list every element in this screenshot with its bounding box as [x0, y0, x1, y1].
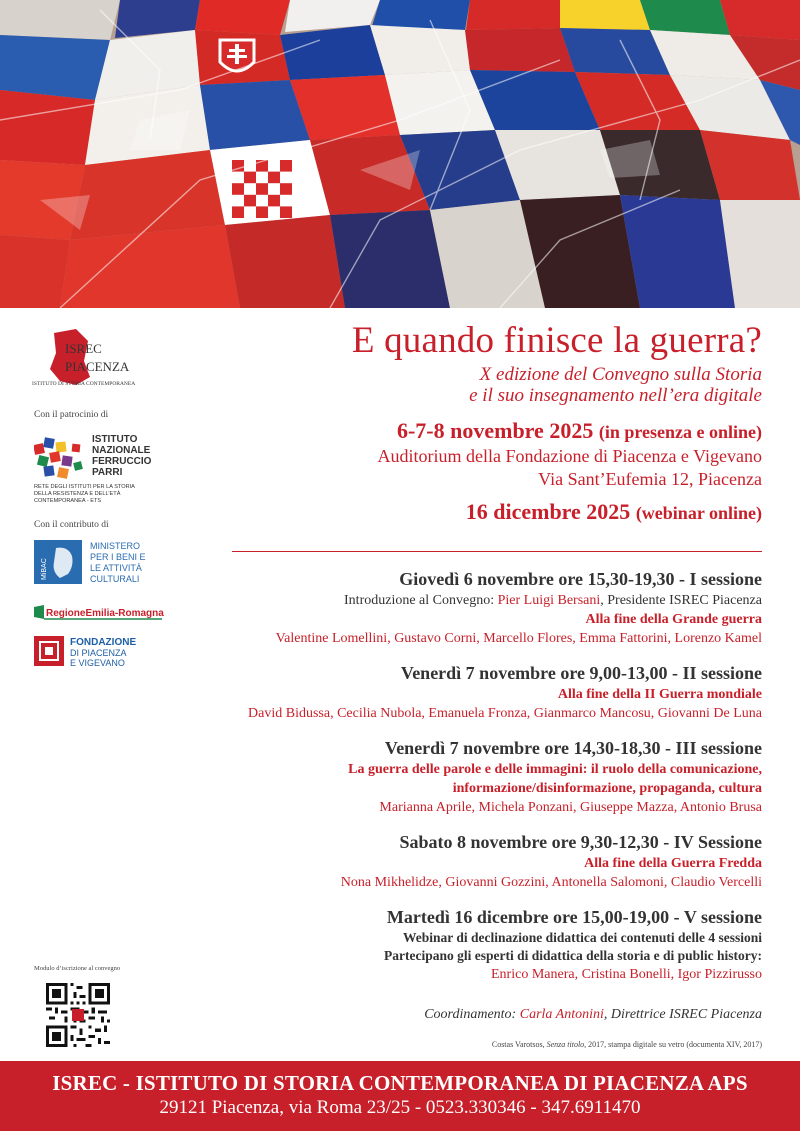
session-1-speakers: Valentine Lomellini, Gustavo Corni, Marcello Flores, Emma Fattorini, Lorenzo Kamel — [275, 631, 762, 646]
isrec-logo-text-bottom: PIACENZA — [65, 359, 130, 374]
dates2-note: (webinar online) — [635, 503, 762, 523]
venue-line2: Via Sant’Eufemia 12, Piacenza — [538, 469, 762, 489]
coordination-role: , Direttrice ISREC Piacenza — [603, 1007, 762, 1022]
event-dates-december — [190, 499, 762, 526]
registration-qr-code[interactable] — [46, 983, 110, 1047]
patrocinio-label: Con il patrocinio di — [34, 410, 109, 420]
coordination-label: Coordinamento: — [424, 1007, 517, 1022]
fond-line3: E VIGEVANO — [70, 658, 125, 668]
event-dates-november — [190, 418, 762, 445]
session-1 — [190, 568, 762, 648]
credit-author: Costas Varotsos, — [491, 1040, 545, 1049]
session-4-topic: Alla fine della Guerra Fredda — [584, 856, 762, 871]
session-2-speakers: David Bidussa, Cecilia Nubola, Emanuela Fronza, Gianmarco Mancosu, Giovanni De Luna — [248, 706, 762, 721]
footer-bar — [0, 1061, 800, 1131]
dates1-text: 6-7-8 novembre 2025 — [396, 418, 594, 443]
session-5 — [190, 906, 762, 984]
session-5-line1: Webinar di declinazione didattica dei contenuti delle 4 sessioni — [402, 930, 762, 945]
mibac-line3: LE ATTIVITÀ — [90, 563, 142, 573]
parri-text-line4: PARRI — [92, 467, 123, 478]
dates1-note: (in presenza e online) — [598, 422, 762, 442]
session-4-speakers: Nona Mikhelidze, Giovanni Gozzini, Antonella Salomoni, Claudio Vercelli — [340, 875, 762, 890]
qr-label: Modulo d’iscrizione al convegno — [34, 965, 121, 972]
session-1-intro-suffix: , Presidente ISREC Piacenza — [600, 593, 762, 608]
session-2-heading: Venerdì 7 novembre ore 9,00-13,00 - II sessione — [400, 663, 762, 683]
mibac-badge-text: MiBAC — [41, 558, 48, 580]
session-5-speakers: Enrico Manera, Cristina Bonelli, Igor Pizzirusso — [491, 967, 762, 982]
isrec-logo-subtitle: ISTITUTO DI STORIA CONTEMPORANEA — [32, 381, 136, 387]
hero-artwork-image — [0, 0, 800, 308]
isrec-piacenza-logo — [18, 325, 168, 395]
session-2-topic: Alla fine della II Guerra mondiale — [557, 687, 762, 702]
subtitle-line2: e il suo insegnamento nell’era digitale — [469, 385, 762, 406]
session-1-intro-name: Pier Luigi Bersani — [497, 593, 601, 608]
session-3-heading: Venerdì 7 novembre ore 14,30-18,30 - III sessione — [384, 738, 762, 758]
sessions-program — [190, 568, 762, 998]
mibac-line2: PER I BENI E — [90, 552, 146, 562]
footer-org-name: ISREC - ISTITUTO DI STORIA CONTEMPORANEA DI PIACENZA APS — [52, 1071, 748, 1095]
parri-sub-line1: RETE DEGLI ISTITUTI PER LA STORIA — [34, 484, 135, 490]
subtitle-line1: X edizione del Convegno sulla Storia — [479, 364, 762, 385]
parri-text-line2: NAZIONALE — [92, 445, 151, 456]
session-5-line2: Partecipano gli esperti di didattica della storia e di public history: — [384, 948, 762, 963]
divider — [232, 551, 762, 552]
session-4 — [190, 831, 762, 892]
event-header — [190, 318, 762, 526]
session-4-heading: Sabato 8 novembre ore 9,30-12,30 - IV Sessione — [399, 832, 762, 852]
isrec-logo-text-top: ISREC — [65, 341, 102, 356]
coordination-name: Carla Antonini — [519, 1007, 604, 1022]
mibac-logo — [34, 538, 184, 588]
image-credit — [190, 1040, 762, 1049]
session-3-topic-line1: La guerra delle parole e delle immagini: il ruolo della comunicazione, — [348, 762, 762, 777]
istituto-parri-logo — [34, 432, 184, 512]
fondazione-piacenza-vigevano-logo — [34, 634, 184, 670]
fond-line1: FONDAZIONE — [70, 637, 137, 648]
session-1-heading: Giovedì 6 novembre ore 15,30-19,30 - I sessione — [399, 569, 762, 589]
session-2 — [190, 662, 762, 723]
mibac-line1: MINISTERO — [90, 541, 141, 551]
page-title: E quando finisce la guerra? — [351, 320, 762, 361]
session-3-speakers: Marianna Aprile, Michela Ponzani, Giuseppe Mazza, Antonio Brusa — [379, 800, 762, 815]
session-1-topic: Alla fine della Grande guerra — [585, 612, 762, 627]
parri-text-line3: FERRUCCIO — [92, 456, 152, 467]
emilia-text: RegioneEmilia-Romagna — [46, 608, 164, 619]
session-1-intro — [190, 591, 762, 610]
credit-details: , 2017, stampa digitale su vetro (documenta XIV, 2017) — [584, 1040, 762, 1049]
dates2-text: 16 dicembre 2025 — [465, 499, 631, 524]
regione-emilia-romagna-logo — [34, 603, 164, 621]
session-5-heading: Martedì 16 dicembre ore 15,00-19,00 - V sessione — [386, 907, 762, 927]
parri-sub-line3: CONTEMPORANEA - ETS — [34, 498, 102, 504]
session-3-topic-line2: informazione/disinformazione, propaganda, cultura — [452, 781, 762, 796]
session-3 — [190, 737, 762, 817]
contributo-label: Con il contributo di — [34, 520, 109, 530]
footer-address: 29121 Piacenza, via Roma 23/25 - 0523.330346 - 347.6911470 — [159, 1097, 641, 1118]
parri-sub-line2: DELLA RESISTENZA E DELL’ETÀ — [34, 491, 121, 497]
parri-text-line1: ISTITUTO — [92, 434, 138, 445]
fond-line2: DI PIACENZA — [70, 648, 127, 658]
venue-line1: Auditorium della Fondazione di Piacenza e Vigevano — [377, 446, 762, 466]
coordination — [190, 1007, 762, 1023]
credit-work: Senza titolo — [546, 1040, 585, 1049]
mibac-line4: CULTURALI — [90, 574, 140, 584]
session-1-intro-prefix: Introduzione al Convegno: — [344, 593, 495, 608]
